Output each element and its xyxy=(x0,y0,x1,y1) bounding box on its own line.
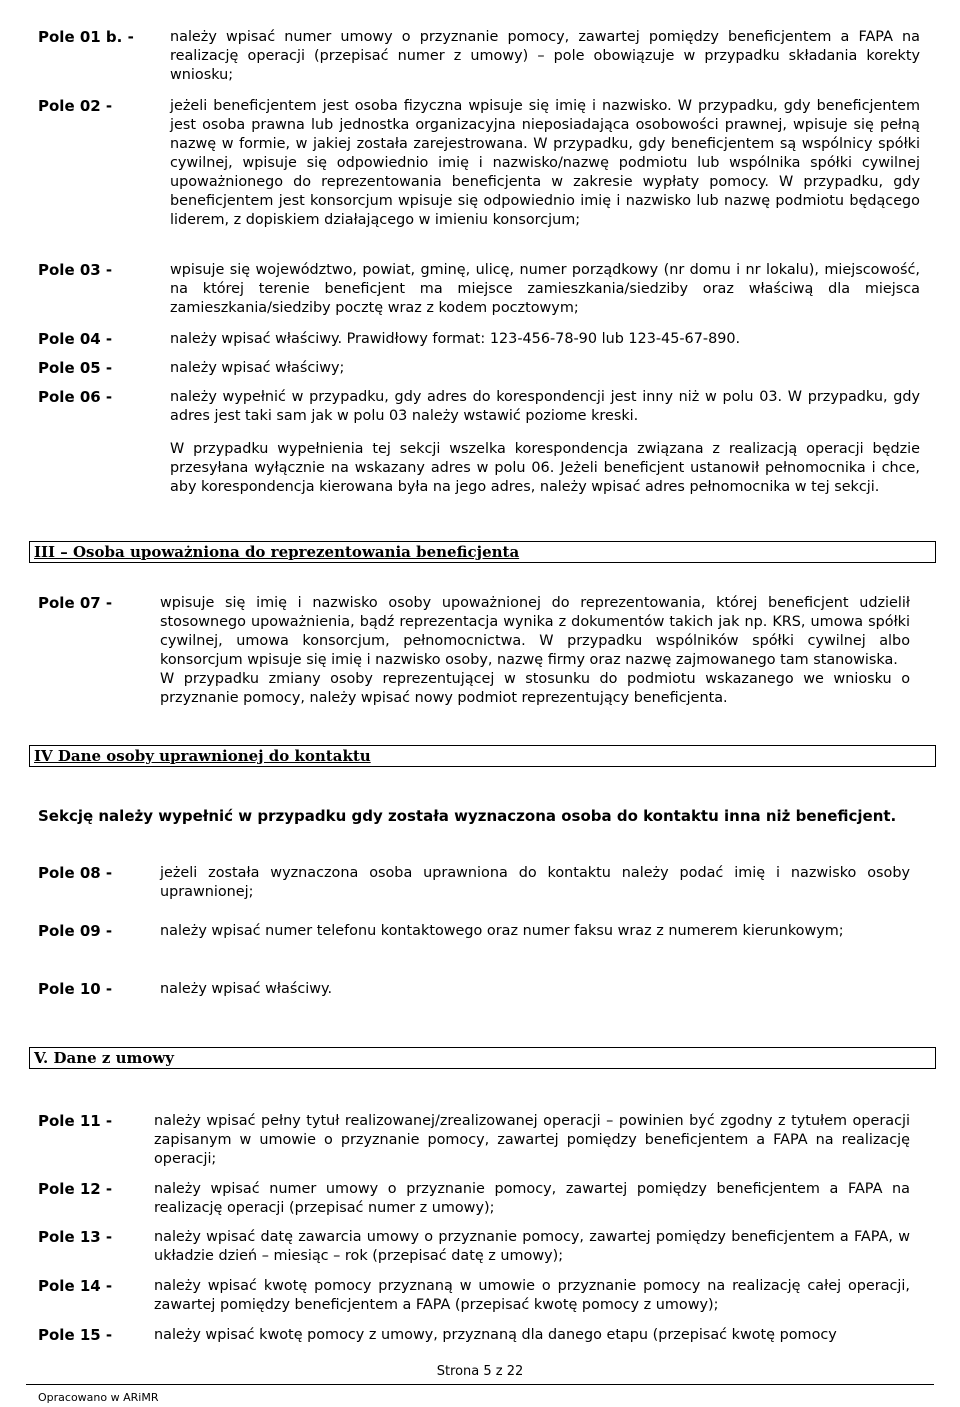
field-label: Pole 13 - xyxy=(38,1228,113,1246)
field-label: Pole 02 - xyxy=(38,97,113,115)
field-text: jeżeli została wyznaczona osoba uprawniona do kontaktu należy podać imię i nazwisko osoby uprawnionej; xyxy=(160,865,910,900)
field-pole-02 xyxy=(38,97,920,230)
field-text: należy wpisać datę zawarcia umowy o przyznanie pomocy, zawartej pomiędzy beneficjentem a FAPA, w układzie dzień – miesiąc – rok (przepisać datę z umowy); xyxy=(154,1229,910,1264)
field-label: Pole 07 - xyxy=(38,594,113,612)
section-heading-iv: IV Dane osoby uprawnionej do kontaktu xyxy=(29,745,936,767)
field-pole-13 xyxy=(38,1228,910,1266)
field-text: należy wpisać właściwy; xyxy=(170,360,345,376)
field-label: Pole 03 - xyxy=(38,261,113,279)
field-label: Pole 11 - xyxy=(38,1112,113,1130)
footer-credit: Opracowano w ARiMR xyxy=(38,1391,159,1404)
field-label: Pole 10 - xyxy=(38,980,113,998)
field-text: należy wpisać pełny tytuł realizowanej/zrealizowanej operacji – powinien być zgodny z tytułem operacji zapisanym w umowie o przyznanie pomocy, zawartej pomiędzy beneficjentem a FAPA na realizację operacji; xyxy=(154,1113,910,1167)
field-text: należy wpisać właściwy. Prawidłowy format: 123-456-78-90 lub 123-45-67-890. xyxy=(170,331,741,347)
field-pole-03 xyxy=(38,261,920,318)
field-pole-01b xyxy=(38,28,920,85)
field-label: Pole 01 b. - xyxy=(38,28,134,46)
footer-divider xyxy=(26,1384,934,1385)
field-pole-10 xyxy=(38,980,910,999)
field-label: Pole 08 - xyxy=(38,864,113,882)
field-text: należy wypełnić w przypadku, gdy adres do korespondencji jest inny niż w polu 03. W przypadku, gdy adres jest taki sam jak w polu 03 należy wstawić poziome kreski. xyxy=(170,389,920,424)
field-pole-14 xyxy=(38,1277,910,1315)
field-pole-04 xyxy=(38,330,920,349)
section-note: Sekcję należy wypełnić w przypadku gdy została wyznaczona osoba do kontaktu inna niż beneficjent. xyxy=(38,807,897,825)
field-text: należy wpisać kwotę pomocy z umowy, przyznaną dla danego etapu (przepisać kwotę pomocy xyxy=(154,1327,837,1343)
field-text: wpisuje się imię i nazwisko osoby upoważnionej do reprezentowania, której beneficjent udzielił stosownego upoważnienia, bądź reprezentacja wynika z dokumentów takich jak np. KRS, umowa spółki cywilnej, umowa konsorcjum, pełnomocnictwa. W przypadku wspólników spółki cywilnej albo konsorcjum wpisuje się imię i nazwisko osoby, nazwę firmy oraz nazwę zajmowanego tam stanowiska. xyxy=(160,595,910,668)
field-text: wpisuje się województwo, powiat, gminę, ulicę, numer porządkowy (nr domu i nr lokalu), miejscowość, na której terenie beneficjent ma miejsce zamieszkania/siedziby oraz właściwą dla miejsca zamieszkania/siedziby pocztę wraz z kodem pocztowym; xyxy=(170,262,920,316)
field-pole-05 xyxy=(38,359,920,378)
section-heading-v: V. Dane z umowy xyxy=(29,1047,936,1069)
field-pole-12 xyxy=(38,1180,910,1218)
field-pole-09 xyxy=(38,922,910,941)
field-text: jeżeli beneficjentem jest osoba fizyczna wpisuje się imię i nazwisko. W przypadku, gdy beneficjentem jest osoba prawna lub jednostka organizacyjna nieposiadająca osobowości prawnej, wpisuje się pełną nazwę w formie, w jakiej została zarejestrowana. W przypadku, gdy beneficjentem są wspólnicy spółki cywilnej, wpisuje się odpowiednio imię i nazwisko/nazwę podmiotu lub wspólnika spółki cywilnej upoważnionego do reprezentowania beneficjenta w zakresie wypłaty pomocy. W przypadku, gdy beneficjentem jest konsorcjum wpisuje się odpowiednio imię i nazwisko lub nazwę podmiotu będącego liderem, z dopiskiem działającego w imieniu konsorcjum; xyxy=(170,98,920,228)
field-label: Pole 06 - xyxy=(38,388,113,406)
field-text: należy wpisać numer telefonu kontaktowego oraz numer faksu wraz z numerem kierunkowym; xyxy=(160,923,844,939)
field-label: Pole 15 - xyxy=(38,1326,113,1344)
page-number: Strona 5 z 22 xyxy=(436,1364,524,1379)
field-text: należy wpisać właściwy. xyxy=(160,981,333,997)
field-pole-07 xyxy=(38,594,910,708)
field-text: W przypadku wypełnienia tej sekcji wszelka korespondencja związana z realizacją operacji będzie przesyłana wyłącznie na wskazany adres w polu 06. Jeżeli beneficjent ustanowił pełnomocnika i chce, aby korespondencja kierowana była na jego adres, należy wpisać adres pełnomocnika w tej sekcji. xyxy=(170,441,920,495)
field-pole-15 xyxy=(38,1326,910,1345)
field-pole-08 xyxy=(38,864,910,902)
field-text: należy wpisać numer umowy o przyznanie pomocy, zawartej pomiędzy beneficjentem a FAPA na realizację operacji (przepisać numer z umowy); xyxy=(154,1181,910,1216)
field-label: Pole 12 - xyxy=(38,1180,113,1198)
field-pole-06 xyxy=(38,388,920,497)
field-label: Pole 05 - xyxy=(38,359,113,377)
section-heading-iii: III – Osoba upoważniona do reprezentowania beneficjenta xyxy=(29,541,936,563)
field-text: W przypadku zmiany osoby reprezentującej w stosunku do podmiotu wskazanego we wniosku o przyznanie pomocy, należy wpisać nowy podmiot reprezentujący beneficjenta. xyxy=(160,671,910,706)
field-label: Pole 04 - xyxy=(38,330,113,348)
field-pole-11 xyxy=(38,1112,910,1169)
field-label: Pole 09 - xyxy=(38,922,113,940)
field-label: Pole 14 - xyxy=(38,1277,113,1295)
field-text: należy wpisać kwotę pomocy przyznaną w umowie o przyznanie pomocy na realizację całej operacji, zawartej pomiędzy beneficjentem a FAPA (przepisać kwotę pomocy z umowy); xyxy=(154,1278,910,1313)
field-text: należy wpisać numer umowy o przyznanie pomocy, zawartej pomiędzy beneficjentem a FAPA na realizację operacji (przepisać numer z umowy) – pole obowiązuje w przypadku składania korekty wniosku; xyxy=(170,29,920,83)
